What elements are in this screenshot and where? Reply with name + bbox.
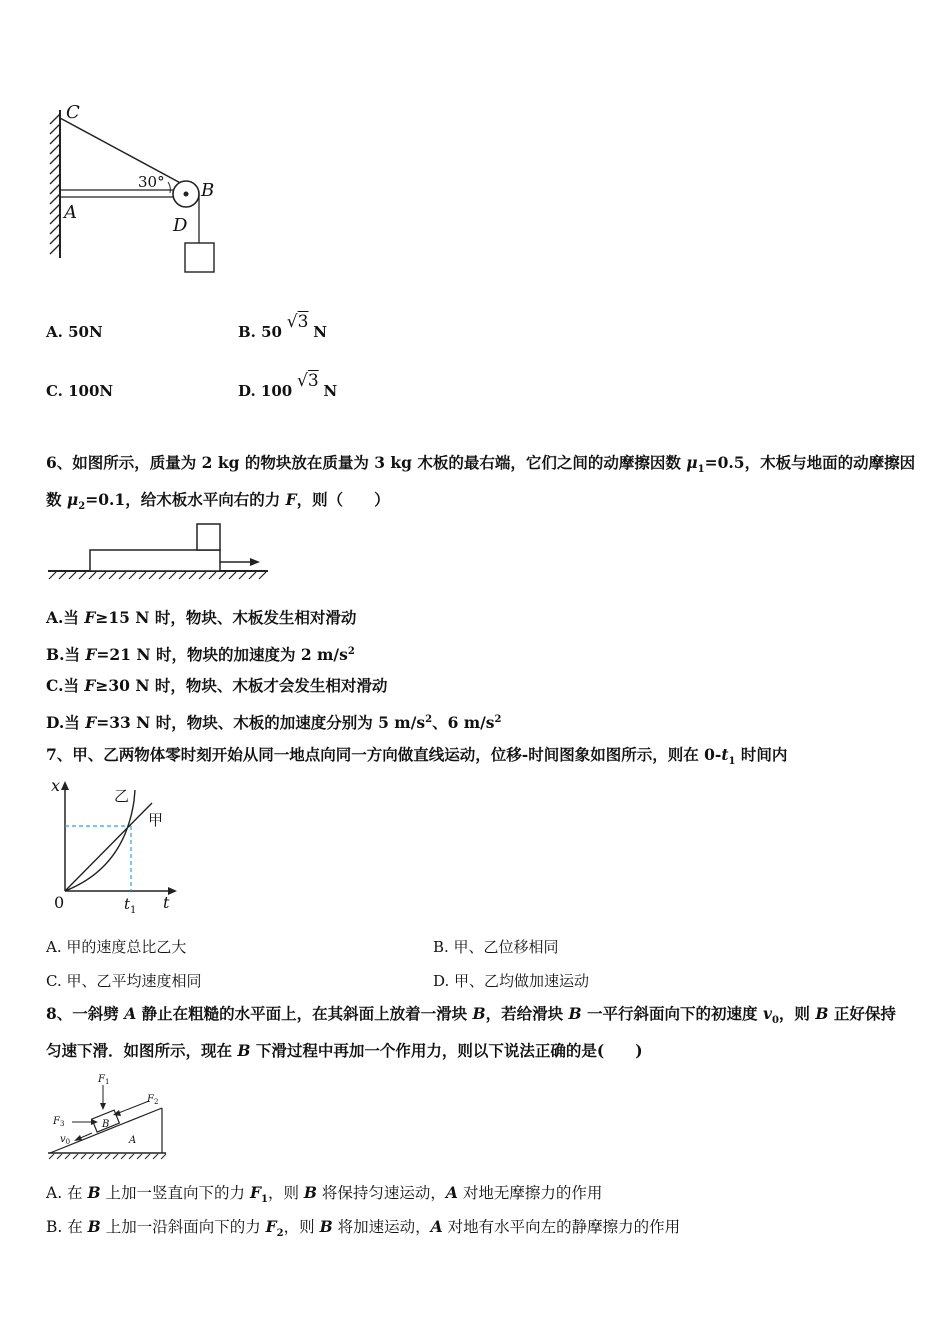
q6-option-d[interactable]: D.当 F=33 N 时，物块、木板的加速度分别为 5 $m/s^2$、6 $m/s^2$ — [46, 713, 502, 733]
jia-label: 甲 — [148, 811, 164, 829]
f1-label: $F_1$ — [98, 1074, 110, 1086]
label-a: A — [64, 202, 77, 223]
x-axis-label: x — [51, 776, 61, 795]
t-axis-label: t — [163, 893, 170, 912]
label-b: B — [201, 180, 215, 201]
q6-stem-line1: 6、如图所示，质量为 2 kg 的物块放在质量为 3 kg 木板的最右端，它们之间的动摩擦因数 $\mu_1=0.5$，木板与地面的动摩擦因 — [46, 453, 916, 476]
angle-label: 30° — [138, 173, 165, 191]
q6-option-c[interactable]: C.当 F≥30 N 时，物块、木板才会发生相对滑动 — [46, 676, 388, 695]
q8-stem-line2: 匀速下滑．如图所示，现在 B 下滑过程中再加一个作用力，则以下说法正确的是( ) — [46, 1041, 643, 1060]
q8-option-b[interactable]: B. 在 B 上加一沿斜面向下的力 $F_2$，则 B 将加速运动，A 对地有水平向左的静摩擦力的作用 — [46, 1217, 681, 1240]
q8-stem-line1: 8、一斜劈 A 静止在粗糙的水平面上，在其斜面上放着一滑块 B，若给滑块 B 一平行斜面向下的初速度 $v_0$，则 B 正好保持 — [46, 1004, 896, 1027]
q6-option-b[interactable]: B.当 F=21 N 时，物块的加速度为 2 $m/s^2$ — [46, 645, 355, 665]
v0-label: $v_0$ — [60, 1134, 71, 1146]
f2-label: $F_2$ — [147, 1094, 159, 1106]
origin-label: 0 — [54, 893, 65, 912]
q7-stem: 7、甲、乙两物体零时刻开始从同一地点向同一方向做直线运动，位移-时间图象如图所示，则在 $0-t_1$ 时间内 — [46, 745, 788, 768]
sqrt-symbol: √3 — [297, 371, 319, 391]
f3-label: $F_3$ — [53, 1116, 65, 1128]
block-b-label: B — [102, 1119, 110, 1130]
board-diagram — [46, 520, 276, 585]
label-c: C — [66, 102, 80, 123]
q5-option-d[interactable]: D. 100 √3 N — [238, 371, 338, 400]
q5-option-c[interactable]: C. 100N — [46, 382, 114, 400]
label-d: D — [173, 215, 188, 236]
q7-option-d[interactable]: D. 甲、乙均做加速运动 — [433, 972, 590, 990]
t1-label: $t_1$ — [124, 895, 137, 916]
q5-option-b[interactable]: B. 50 √3 N — [238, 312, 327, 341]
xt-graph — [46, 773, 186, 918]
q5-option-a[interactable]: A. 50N — [46, 323, 103, 341]
wedge-a-label: A — [129, 1135, 137, 1146]
q7-option-b[interactable]: B. 甲、乙位移相同 — [433, 938, 559, 956]
q7-option-c[interactable]: C. 甲、乙平均速度相同 — [46, 972, 202, 990]
q6-option-a[interactable]: A.当 F≥15 N 时，物块、木板发生相对滑动 — [46, 608, 357, 627]
yi-label: 乙 — [114, 787, 130, 805]
pulley-diagram — [40, 98, 230, 278]
incline-diagram — [46, 1070, 176, 1162]
q7-option-a[interactable]: A. 甲的速度总比乙大 — [46, 938, 187, 956]
sqrt-symbol: √3 — [286, 312, 309, 332]
q8-option-a[interactable]: A. 在 B 上加一竖直向下的力 $F_1$，则 B 将保持匀速运动，A 对地无摩擦力的作用 — [46, 1183, 603, 1206]
q6-stem-line2: 数 $\mu_2=0.1$，给木板水平向右的力 F，则（ ） — [46, 490, 390, 513]
